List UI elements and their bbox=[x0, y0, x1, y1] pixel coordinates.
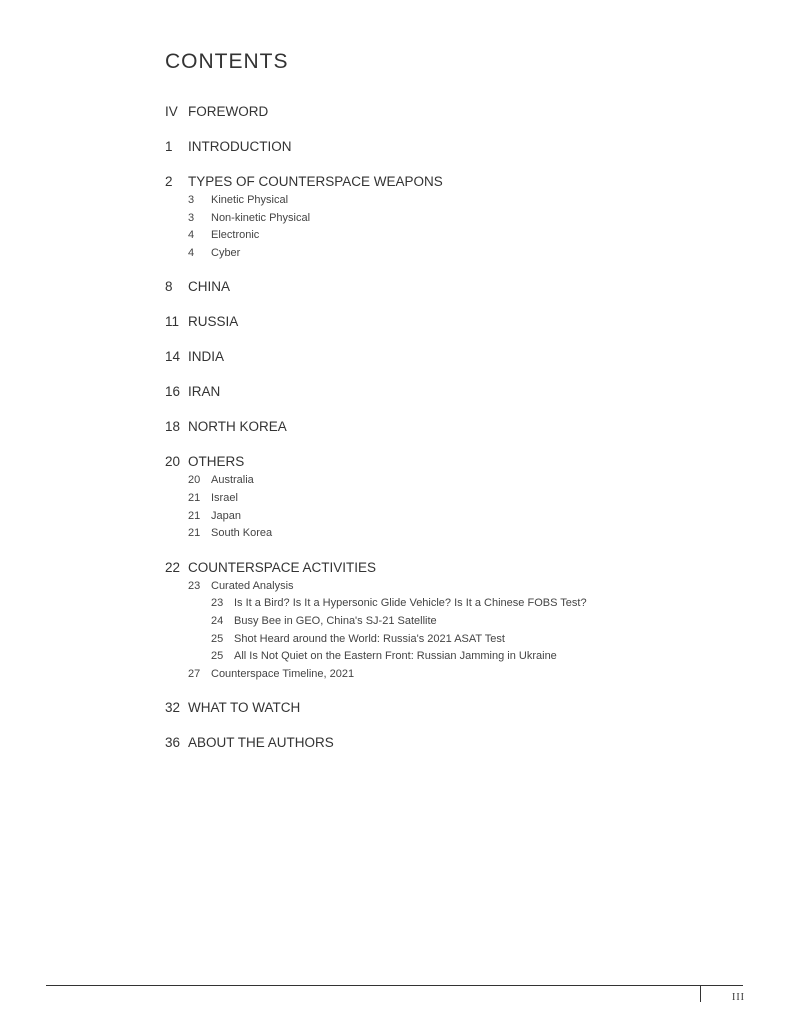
toc-section bbox=[165, 102, 765, 122]
toc-entry[interactable] bbox=[165, 452, 765, 472]
toc-subentry[interactable] bbox=[165, 525, 765, 543]
toc-subsubentry-page-number: 23 bbox=[211, 597, 224, 610]
toc-subentry[interactable] bbox=[165, 666, 765, 684]
toc-subentry[interactable] bbox=[165, 472, 765, 490]
toc-entry[interactable] bbox=[165, 698, 765, 718]
toc-subentry[interactable] bbox=[165, 227, 765, 245]
toc-entry-label: ABOUT THE AUTHORS bbox=[188, 735, 334, 751]
toc-section bbox=[165, 417, 765, 437]
toc-entry-page-number: 14 bbox=[165, 349, 181, 365]
toc-subsubentry[interactable] bbox=[165, 631, 765, 649]
toc-subentry[interactable] bbox=[165, 578, 765, 596]
toc-entry[interactable] bbox=[165, 172, 765, 192]
toc-section bbox=[165, 277, 765, 297]
toc-subsubentry-label: All Is Not Quiet on the Eastern Front: Russian Jamming in Ukraine bbox=[234, 650, 557, 663]
toc-subsubentry[interactable] bbox=[165, 613, 765, 631]
toc-entry-label: COUNTERSPACE ACTIVITIES bbox=[188, 559, 377, 575]
toc-entry[interactable] bbox=[165, 312, 765, 332]
toc-subentry[interactable] bbox=[165, 245, 765, 263]
toc-subentry-label: Australia bbox=[211, 474, 254, 487]
toc-subsubentry-page-number: 24 bbox=[211, 614, 224, 627]
toc-entry-label: FOREWORD bbox=[188, 104, 269, 119]
toc-entry-page-number: 2 bbox=[165, 174, 173, 189]
toc-subsubentry-label: Is It a Bird? Is It a Hypersonic Glide Vehicle? Is It a Chinese FOBS Test? bbox=[234, 597, 587, 610]
toc-subentry-page-number: 3 bbox=[188, 211, 195, 224]
toc-entry-page-number: 11 bbox=[165, 314, 180, 330]
toc-subentry-label: Curated Analysis bbox=[211, 579, 294, 592]
toc-entry-label: NORTH KOREA bbox=[188, 419, 287, 435]
toc-subentry-page-number: 27 bbox=[188, 667, 201, 680]
toc-entry-label: WHAT TO WATCH bbox=[188, 700, 301, 716]
toc-entry-label: OTHERS bbox=[188, 454, 245, 470]
footer-rule bbox=[46, 985, 743, 986]
toc-entry-label: INTRODUCTION bbox=[188, 139, 292, 154]
toc-section bbox=[165, 558, 765, 684]
toc-subentry-label: Kinetic Physical bbox=[211, 194, 289, 206]
toc-subentry-label: Non-kinetic Physical bbox=[211, 211, 311, 224]
toc-entry-page-number: 20 bbox=[165, 454, 181, 470]
toc-entry[interactable] bbox=[165, 102, 765, 122]
toc-entry[interactable] bbox=[165, 417, 765, 437]
toc-section bbox=[165, 698, 765, 718]
toc-subsubentry-label: Shot Heard around the World: Russia's 2021 ASAT Test bbox=[234, 632, 505, 645]
toc-entry-page-number: 22 bbox=[165, 559, 181, 575]
toc-subentry-label: Japan bbox=[211, 509, 241, 522]
toc-subsubentry-page-number: 25 bbox=[211, 650, 224, 663]
toc-entry-label: RUSSIA bbox=[188, 314, 239, 330]
toc-section bbox=[165, 733, 765, 753]
toc-subentry-label: Counterspace Timeline, 2021 bbox=[211, 667, 355, 680]
toc-entry[interactable] bbox=[165, 347, 765, 367]
toc-section bbox=[165, 312, 765, 332]
page-number: III bbox=[732, 992, 745, 1003]
toc-entry-label: INDIA bbox=[188, 349, 225, 365]
toc-section bbox=[165, 347, 765, 367]
toc-subentry[interactable] bbox=[165, 192, 765, 210]
toc-subentry-label: South Korea bbox=[211, 527, 273, 540]
toc-subsubentry[interactable] bbox=[165, 648, 765, 666]
toc-subentry-page-number: 21 bbox=[188, 509, 201, 522]
toc-subentry-page-number: 4 bbox=[188, 246, 195, 259]
page-title: CONTENTS bbox=[165, 50, 289, 73]
table-of-contents bbox=[165, 102, 765, 768]
toc-subsubentry[interactable] bbox=[165, 595, 765, 613]
toc-entry-page-number: 1 bbox=[165, 139, 173, 154]
toc-entry-page-number: 32 bbox=[165, 700, 181, 716]
toc-subentry-page-number: 21 bbox=[188, 527, 201, 540]
toc-section bbox=[165, 137, 765, 157]
toc-entry-page-number: 18 bbox=[165, 419, 181, 435]
toc-subentry-page-number: 23 bbox=[188, 579, 201, 592]
toc-entry-label: IRAN bbox=[188, 384, 221, 400]
toc-entry-label: CHINA bbox=[188, 279, 231, 295]
toc-subentry-label: Israel bbox=[211, 491, 238, 504]
toc-subsubentry-label: Busy Bee in GEO, China's SJ-21 Satellite bbox=[234, 614, 437, 627]
toc-entry-label: TYPES OF COUNTERSPACE WEAPONS bbox=[188, 174, 443, 189]
toc-subentry-page-number: 4 bbox=[188, 229, 195, 242]
toc-entry[interactable] bbox=[165, 382, 765, 402]
toc-subentry[interactable] bbox=[165, 490, 765, 508]
toc-subentry-page-number: 3 bbox=[188, 194, 195, 206]
toc-subentry-label: Electronic bbox=[211, 229, 260, 242]
toc-subentry-page-number: 21 bbox=[188, 491, 201, 504]
toc-entry-page-number: 8 bbox=[165, 279, 173, 295]
footer-tick bbox=[700, 986, 701, 1002]
toc-subentry-label: Cyber bbox=[211, 246, 241, 259]
toc-entry[interactable] bbox=[165, 137, 765, 157]
toc-subentry[interactable] bbox=[165, 210, 765, 228]
toc-entry-page-number: 16 bbox=[165, 384, 181, 400]
toc-section bbox=[165, 172, 765, 262]
toc-entry-page-number: IV bbox=[165, 104, 178, 119]
toc-section bbox=[165, 452, 765, 542]
toc-subsubentry-page-number: 25 bbox=[211, 632, 224, 645]
toc-entry[interactable] bbox=[165, 733, 765, 753]
toc-entry-page-number: 36 bbox=[165, 735, 181, 751]
toc-entry[interactable] bbox=[165, 558, 765, 578]
toc-section bbox=[165, 382, 765, 402]
toc-subentry-page-number: 20 bbox=[188, 474, 201, 487]
toc-subentry[interactable] bbox=[165, 508, 765, 526]
toc-entry[interactable] bbox=[165, 277, 765, 297]
